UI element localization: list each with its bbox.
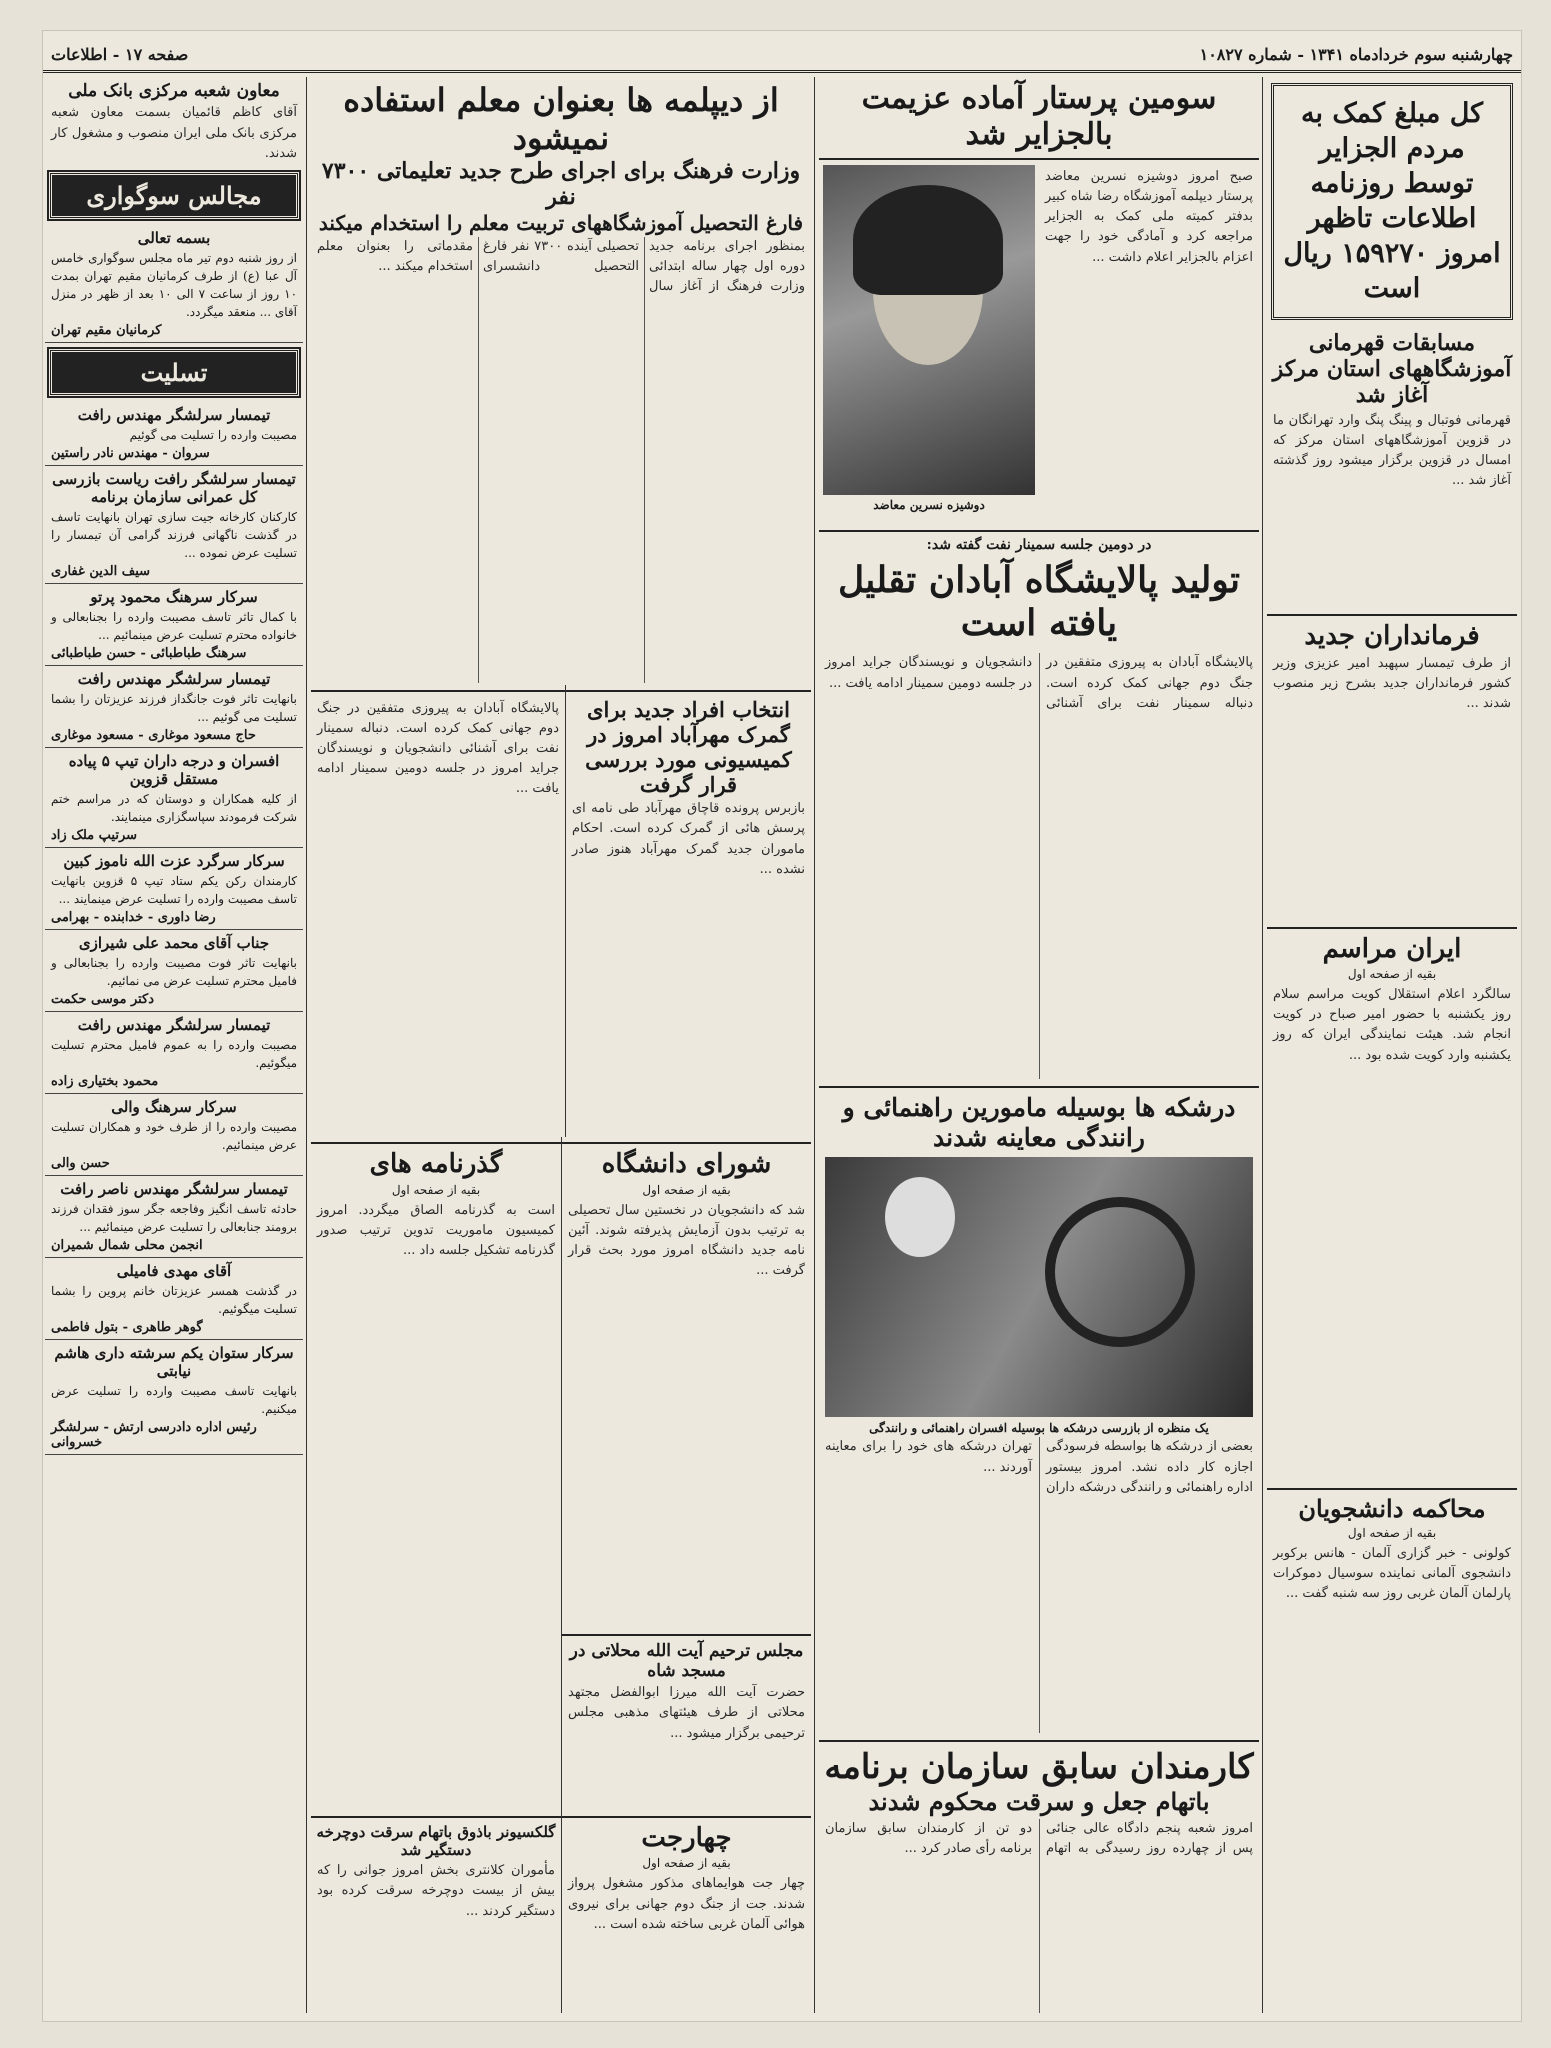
notice-title: افسران و درجه داران تیپ ۵ پیاده مستقل قزوین — [68, 751, 280, 788]
notice-body: کارکنان کارخانه جیت سازی تهران بانهایت تاسف در گذشت ناگهانی فرزند گرامی آن تیمسار را تسلیت عرض نموده ... — [51, 509, 297, 560]
notice-signature: سیف الدین غفاری — [51, 563, 151, 579]
column-main-left — [311, 77, 811, 2013]
carriage-headline: درشکه ها بوسیله مامورین راهنمائی و رانندگی معاینه شدند — [842, 1093, 1236, 1153]
bank-headline: معاون شعبه مرکزی بانک ملی — [68, 81, 280, 101]
notice-body: مصیبت وارده را تسلیت می گوئیم — [129, 427, 297, 442]
notice-title: سرکار سرهنگ محمود پرتو — [90, 587, 258, 606]
notice-signature: سروان - مهندس نادر راستین — [51, 445, 210, 461]
notice-item — [45, 748, 303, 848]
refinery-kicker: در دومین جلسه سمینار نفت گفته شد: — [926, 537, 1152, 553]
issue-date: چهارشنبه سوم خردادماه ۱۳۴۱ - شماره ۱۰۸۲۷ — [1199, 45, 1513, 64]
iran-ceremony-article: سالگرد اعلام استقلال کویت مراسم سلام روز یکشنبه با حضور امیر صباح در کویت انجام شد. هیئت نمایندگی ایران که روز یکشنبه وارد کویت شده بود ... — [1273, 987, 1511, 1063]
notice-body: کارمندان رکن یکم ستاد تیپ ۵ قزوین بانهایت تاسف مصیبت وارده را تسلیت عرض مینمایند ... — [51, 873, 297, 906]
notice-item — [45, 1176, 303, 1258]
governors-headline: فرمانداران جدید — [1304, 620, 1480, 651]
plan-org-subheadline: باتهام جعل و سرقت محکوم شدند — [868, 1787, 1210, 1817]
notice-signature: رضا داوری - خدابنده - بهرامی — [51, 909, 216, 925]
nurse-headline: سومین پرستار آماده عزیمت بالجزایر شد — [861, 81, 1217, 152]
teachers-article: بمنظور اجرای برنامه جدید دوره اول چهار ساله ابتدائی وزارت فرهنگ از آغاز سال تحصیلی آینده ۷۳۰۰ نفر فارغ التحصیل دانشسرای مقدماتی را بعنوان معلم استخدام میکند ... — [317, 238, 805, 294]
notice-title: تیمسار سرلشگر رافت ریاست بازرسی کل عمرانی سازمان برنامه — [52, 469, 296, 506]
notice-signature: حاج مسعود موغاری - مسعود موغاری — [51, 727, 256, 743]
continued-note: بقیه از صفحه اول — [391, 1182, 481, 1197]
university-headline: شورای دانشگاه — [601, 1149, 772, 1180]
memorial-article: حضرت آیت الله میرزا ابوالفضل مجتهد محلاتی از طرف هیئتهای مذهبی مجلس ترحیمی برگزار میشود ... — [568, 1685, 805, 1741]
notice-title: بسمه تعالی — [137, 228, 211, 247]
notice-item — [45, 225, 303, 343]
aid-box — [1271, 83, 1513, 320]
notice-body: بانهایت تاثر فوت جانگداز فرزند عزیزتان را بشما تسلیت می گوئیم ... — [51, 691, 297, 724]
notice-body: از کلیه همکاران و دوستان که در مراسم ختم شرکت فرمودند سپاسگزاری مینمایند. — [51, 791, 297, 824]
notice-title: تیمسار سرلشگر مهندس ناصر رافت — [60, 1179, 288, 1198]
continued-note: بقیه از صفحه اول — [1347, 1525, 1437, 1540]
notice-body: با کمال تاثر تاسف مصیبت وارده را بجنابعالی و خانواده محترم تسلیت عرض مینمائیم ... — [51, 609, 297, 642]
notice-title: جناب آقای محمد علی شیرازی — [78, 933, 270, 952]
notice-signature: محمود بختیاری زاده — [51, 1073, 159, 1089]
continued-note: بقیه از صفحه اول — [642, 1856, 731, 1871]
notice-title: سرکار سرهنگ والی — [111, 1097, 237, 1116]
notice-signature: سرتیپ ملک زاد — [51, 827, 138, 843]
notice-signature: حسن والی — [51, 1155, 110, 1171]
refinery-headline: تولید پالایشگاه آبادان تقلیل یافته است — [837, 559, 1241, 645]
iran-ceremony-headline: ایران مراسم — [1322, 933, 1462, 964]
notice-body: از روز شنبه دوم تیر ماه مجلس سوگواری خامس آل عبا (ع) از طرف کرمانیان مقیم تهران بمدت ۱۰ روز از ساعت ۷ الی ۱۰ بعد از ظهر در منزل آقای ... منعقد میگردد. — [51, 250, 298, 319]
teachers-sub2: فارغ التحصیل آموزشگاههای تربیت معلم را استخدام میکند — [318, 210, 804, 235]
collector-headline: گلکسیونر باذوق باتهام سرقت دوچرخه دستگیر شد — [316, 1823, 556, 1860]
university-article: شد که دانشجویان در نخستین سال تحصیلی به ترتیب بدون آزمایش پذیرفته شوند. آئین نامه جدید دانشگاه امروز مورد بحث قرار گرفت ... — [568, 1202, 805, 1278]
carriage-photo-caption: یک منظره از بازرسی درشکه ها بوسیله افسران راهنمائی و رانندگی — [869, 1421, 1209, 1436]
column-left — [45, 77, 303, 2013]
notice-title: تیمسار سرلشگر مهندس رافت — [77, 669, 271, 688]
mourning-banner: مجالس سوگواری — [49, 172, 299, 219]
aid-box-text: کل مبلغ کمک به مردم الجزایر توسط روزنامه اطلاعات تاظهر امروز ۱۵۹۲۷۰ ریال است — [1283, 98, 1501, 305]
condolence-banner: تسلیت — [49, 349, 299, 396]
nurse-photo — [823, 165, 1035, 495]
notice-item — [45, 1094, 303, 1176]
carriage-photo — [825, 1157, 1253, 1417]
notice-title: تیمسار سرلشگر مهندس رافت — [77, 405, 271, 424]
notice-item — [45, 466, 303, 584]
notice-body: مصیبت وارده را از طرف خود و همکاران تسلیت عرض مینمائیم. — [51, 1119, 297, 1152]
notice-body: مصیبت وارده را به عموم فامیل محترم تسلیت میگوئیم. — [51, 1037, 297, 1070]
column-right — [1267, 77, 1517, 2013]
notice-item — [45, 1012, 303, 1094]
sports-article: قهرمانی فوتبال و پینگ پنگ وارد تهرانگان ما در قزوین آموزشگاههای استان مرکز که امسال در قزوین برگزار میشود روز گذشته آغاز شد ... — [1273, 412, 1511, 489]
notice-item — [45, 930, 303, 1012]
notice-title: آقای مهدی فامیلی — [116, 1261, 232, 1280]
notice-item — [45, 666, 303, 748]
jets-headline: چهارجت — [641, 1823, 732, 1854]
page-number: صفحه ۱۷ - اطلاعات — [51, 45, 189, 64]
refinery-continued: پالایشگاه آبادان به پیروزی متفقین در جنگ دوم جهانی کمک کرده است. دنباله سمینار نفت برای آشنائی دانشجویان و نویسندگان جراید امروز در جلسه دومین سمینار ادامه یافت ... — [317, 700, 559, 797]
notice-signature: انجمن محلی شمال شمیران — [51, 1237, 203, 1253]
notice-body: حادثه تاسف انگیز وفاجعه جگر سوز فقدان فرزند برومند جنابعالی را تسلیت عرض مینمائیم ... — [51, 1201, 297, 1234]
notice-signature: دکتر موسی حکمت — [51, 991, 155, 1007]
customs-article: بازبرس پرونده قاچاق مهرآباد طی نامه ای پرسش هائی از گمرک کرده است. احکام ماموران جدید گمرک مهرآباد هنوز صادر نشده ... — [572, 801, 805, 877]
plan-org-article: امروز شعبه پنجم دادگاه عالی جنائی پس از چهارده روز رسیدگی به اتهام دو تن از کارمندان سابق سازمان برنامه رأی صادر کرد ... — [825, 1820, 1253, 1857]
notice-item — [45, 848, 303, 930]
customs-headline: انتخاب افراد جدید برای گمرک مهرآباد امروز در کمیسیونی مورد بررسی قرار گرفت — [585, 696, 792, 798]
newspaper-page — [42, 30, 1522, 2022]
jets-article: چهار جت هوایماهای مذکور مشغول پرواز شدند. جت از جنگ دوم جهانی برای نیروی هوائی آلمان غربی ساخته شده است ... — [568, 1876, 805, 1932]
notice-title: سرکار سرگرد عزت الله ناموز کبین — [63, 851, 285, 870]
notice-title: سرکار ستوان یکم سرشته داری هاشم نیابتی — [54, 1343, 294, 1380]
nurse-photo-caption: دوشیزه نسرین معاضد — [873, 498, 985, 512]
notice-item — [45, 402, 303, 466]
continued-note: بقیه از صفحه اول — [1347, 967, 1437, 982]
nurse-article: صبح امروز دوشیزه نسرین معاضد پرستار دیپلمه آموزشگاه رضا شاه کبیر بدفتر کمیته ملی کمک به الجزایر مراجعه کرد و آمادگی خود را جهت اعزام بالجزایر اعلام داشت ... — [1045, 169, 1253, 265]
continued-note: بقیه از صفحه اول — [642, 1182, 731, 1197]
collector-article: مأموران کلانتری بخش امروز جوانی را که بیش از بیست دوچرخه سرقت کرده بود دستگیر کردند ... — [317, 1863, 555, 1919]
refinery-article: پالایشگاه آبادان به پیروزی متفقین در جنگ دوم جهانی کمک کرده است. دنباله سمینار نفت برای آشنائی دانشجویان و نویسندگان جراید امروز در جلسه دومین سمینار ادامه یافت ... — [825, 655, 1253, 711]
notice-body: بانهایت تاثر فوت مصیبت وارده را بجنابعالی و فامیل محترم تسلیت عرض می نمائیم. — [51, 955, 297, 988]
notice-title: تیمسار سرلشگر مهندس رافت — [77, 1015, 271, 1034]
notice-signature: سرهنگ طباطبائی - حسن طباطبائی — [51, 645, 247, 661]
passports-headline: گذرنامه های — [369, 1149, 503, 1180]
passports-article: است به گذرنامه الصاق میگردد. امروز کمیسیون ماموریت تدوین ترتیب صدور گذرنامه تشکیل جلسه داد ... — [317, 1202, 555, 1258]
governors-article: از طرف تیمسار سپهبد امیر عزیزی وزیر کشور فرمانداران جدید بشرح زیر منصوب شدند ... — [1273, 655, 1511, 712]
page-header — [43, 39, 1521, 73]
notice-item — [45, 1340, 303, 1455]
notice-item — [45, 584, 303, 666]
bank-article: آقای کاظم قائمیان بسمت معاون شعبه مرکزی بانک ملی ایران منصوب و مشغول کار شدند. — [51, 105, 297, 161]
notice-body: در گذشت همسر عزیزتان خانم پروین را بشما تسلیت میگوئیم. — [51, 1283, 297, 1316]
students-trial-article: کولونی - خبر گزاری آلمان - هانس برکوبر دانشجوی آلمانی نماینده سوسیال دموکرات پارلمان آلمان غربی روز سه شنبه گفت ... — [1273, 1545, 1511, 1602]
notice-signature: کرمانیان مقیم تهران — [51, 322, 162, 338]
notice-item — [45, 1258, 303, 1340]
carriage-article: بعضی از درشکه ها بواسطه فرسودگی اجازه کار داده نشد. امروز بیستور اداره راهنمائی و رانندگی درشکه داران تهران درشکه های خود را برای معاینه آوردند ... — [825, 1439, 1253, 1495]
sports-headline: مسابقات قهرمانی آموزشگاههای استان مرکز آغاز شد — [1272, 329, 1512, 409]
students-trial-headline: محاکمه دانشجویان — [1298, 1494, 1486, 1524]
notice-signature: رئیس اداره دادرسی ارتش - سرلشگر خسروانی — [51, 1419, 257, 1450]
notice-signature: گوهر طاهری - بتول فاطمی — [51, 1319, 203, 1335]
teachers-headline: از دیپلمه ها بعنوان معلم استفاده نمیشود — [343, 81, 779, 158]
memorial-headline: مجلس ترحیم آیت الله محلاتی در مسجد شاه — [569, 1640, 804, 1681]
notice-body: بانهایت تاسف مصیبت وارده را تسلیت عرض میکنیم. — [51, 1383, 297, 1416]
teachers-sub1: وزارت فرهنگ برای اجرای طرح جدید تعلیماتی ۷۳۰۰ نفر — [321, 157, 801, 211]
column-main-right — [819, 77, 1259, 2013]
condolence-list — [45, 402, 303, 1455]
plan-org-headline: کارمندان سابق سازمان برنامه — [824, 1747, 1254, 1788]
